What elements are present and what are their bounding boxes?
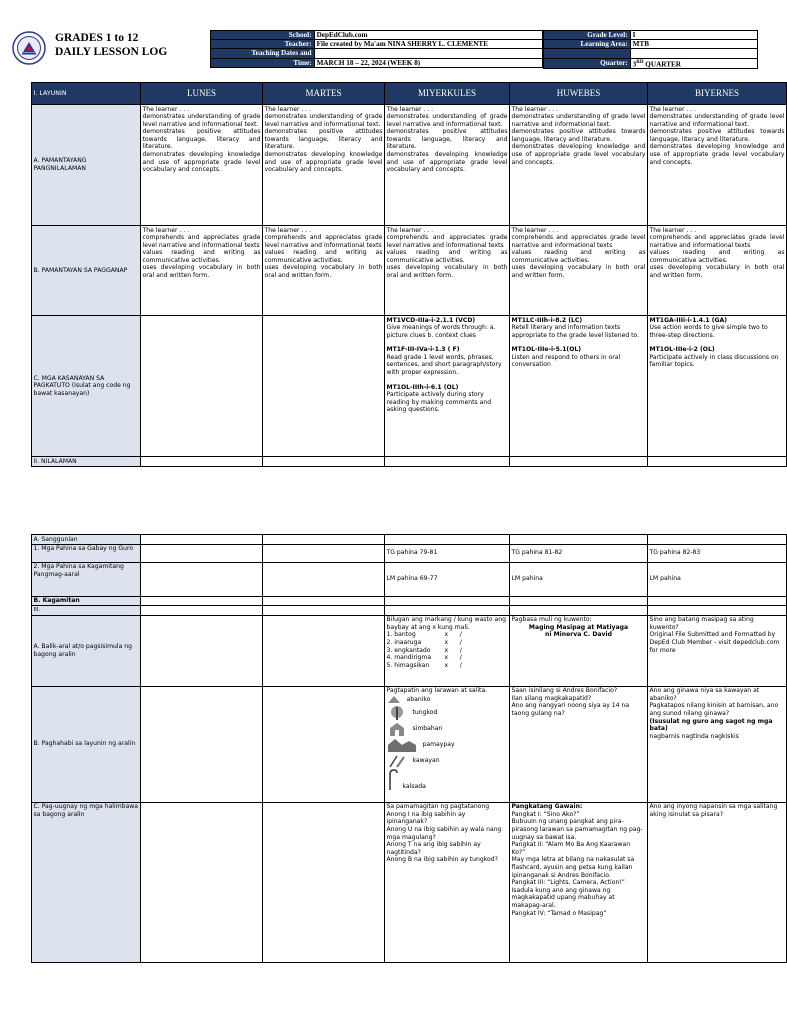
review-huwebes bbox=[510, 615, 648, 686]
lm-pages-huwebes: LM pahina bbox=[510, 562, 648, 596]
tg-pages-biyernes: TG pahina 82-83 bbox=[648, 544, 787, 562]
day-header-lunes: LUNES bbox=[141, 83, 263, 105]
section-nilalaman: II. NILALAMAN bbox=[32, 457, 141, 467]
word-list: nagbarnis nagtinda nagkiskis bbox=[649, 732, 739, 740]
competency-martes bbox=[263, 316, 385, 457]
motive-miyerkules bbox=[385, 686, 510, 802]
competency-text: Give meanings of words through: a. picture clues b. context clues bbox=[386, 324, 496, 339]
simbahan-icon bbox=[387, 721, 407, 737]
pamaypay-icon bbox=[387, 737, 417, 753]
content-standard-lunes: The learner . . . demonstrates understanding of grade level narrative and informational text. demonstrates positive attitudes towards language, literacy and literature. demonstrates developing knowledge and use of appropriate grade level vocabulary and concepts. bbox=[141, 105, 263, 226]
connect-miyerkules: Sa pamamagitan ng pagtatanong Anong I na ibig sabihin ay ipinanganak? Anong U na ibig sabihin ay wala nang mga magulang? Anong T na ang ibig sabihin ay nagtitinda? Anong B na ibig sabihin ay tungkod? bbox=[385, 802, 510, 962]
grade-level-value: I bbox=[630, 31, 757, 40]
competency-code: MT1OL-IIIe-i-2 (OL) bbox=[649, 346, 715, 354]
picture-item: kawayan bbox=[387, 753, 508, 769]
content-standard-biyernes: The learner . . . demonstrates understanding of grade level narrative and informational text. demonstrates positive attitudes towards language, literacy and literature. demonstrates developing knowledge and use of appropriate grade level vocabulary and concepts. bbox=[648, 105, 787, 226]
dates-value: MARCH 18 – 22, 2024 (WEEK 8) bbox=[314, 58, 542, 67]
competency-text: Retell literary and information texts appropriate to the grade level listened to. bbox=[511, 324, 640, 339]
school-value: DepEdClub.com bbox=[314, 31, 542, 40]
competency-huwebes bbox=[510, 316, 648, 457]
kalsada-icon bbox=[387, 769, 399, 791]
picture-item: simbahan bbox=[387, 721, 508, 737]
competency-text: Read grade 1 level words, phrases, sentences, and short paragraph/story with proper expression. bbox=[386, 353, 502, 377]
competency-text: Participate actively in class discussions on familiar topics. bbox=[649, 353, 779, 369]
section-roman-iii: III. bbox=[32, 606, 141, 616]
performance-standard-lunes: The learner . . . comprehends and appreciates grade level narrative and informational texts values reading and writing as communicative activities. uses developing vocabulary in both oral and written form. bbox=[141, 226, 263, 316]
content-standard-miyerkules: The learner . . . demonstrates understanding of grade level narrative and informational text. demonstrates positive attitudes towards language, literacy and literature. demonstrates developing knowledge and use of appropriate grade level vocabulary and concepts. bbox=[385, 105, 510, 226]
row-label-pamantayan-sa-pagganap: B. PAMANTAYAN SA PAGGANAP bbox=[32, 226, 141, 316]
dll-table-objectives bbox=[31, 82, 787, 467]
form-title-grades: GRADES 1 to 12 bbox=[55, 32, 139, 44]
form-title-dll: DAILY LESSON LOG bbox=[55, 46, 168, 58]
motive-huwebes: Saan isinilang si Andres Bonifacio? Ilan silang magkakapatid? Ano ang nangyari noong siya ay 14 na taong gulang na? bbox=[510, 686, 648, 802]
day-header-huwebes: HUWEBES bbox=[510, 83, 648, 105]
review-item: 1. bantog x / bbox=[386, 631, 462, 639]
review-biyernes: Sino ang batang masipag sa ating kuwento? Original File Submitted and Formatted by DepEd Club Member - visit depedclub.com for more bbox=[648, 615, 787, 686]
tungkod-icon bbox=[387, 705, 407, 721]
group-activity-text: Pangkat I: “Sino Ako?” Bubuuin ng unang pangkat ang pira-pirasong larawan sa pamamagitan ng pag-uugnay sa bawat isa. Pangkat II: “Alam Mo Ba Ang Kaarawan Ko?” May mga letra at bilang na nakasulat sa flashcard, ayusin ang petsa kung kailan ipinanganak si Andres Bonifacio. Pangkat III: “Lights, Camera, Action!” Isadula kung ano ang ginawa ng magkakapatid upang mabuhay at makapag-aral. Pangkat IV: “Tamad o Masipag” bbox=[511, 810, 643, 917]
picture-item: abaniko bbox=[387, 695, 508, 705]
row-label-pag-uugnay: C. Pag-uugnay ng mga halimbawa sa bagong aralin bbox=[32, 802, 141, 962]
row-label-pamantayang-pangnilalaman: A. PAMANTAYANG PANGNILALAMAN bbox=[32, 105, 141, 226]
learning-area-value: MTB bbox=[630, 40, 757, 49]
content-standard-huwebes: The learner . . . demonstrates understanding of grade level narrative and informational text. demonstrates positive attitudes towards language, literacy and literature. demonstrates developing knowledge and use of appropriate grade level vocabulary and concepts. bbox=[510, 105, 648, 226]
teacher-value: File created by Ma'am NINA SHERRY L. CLEMENTE bbox=[314, 40, 542, 49]
row-label-kagamitang-pangmag-aaral: 2. Mga Pahina sa Kagamitang Pangmag-aaral bbox=[32, 562, 141, 596]
row-label-gabay-ng-guro: 1. Mga Pahina sa Gabay ng Guro bbox=[32, 544, 141, 562]
review-instruction: Bilugan ang markang / kung wasto ang baybay at ang x kung mali. bbox=[386, 616, 507, 631]
competency-text: Listen and respond to others in oral conversation bbox=[511, 353, 621, 369]
connect-huwebes bbox=[510, 802, 648, 962]
competency-text: Use action words to give simple two to three-step directions. bbox=[649, 324, 768, 339]
picture-item: kalsada bbox=[387, 769, 508, 791]
school-label: School: bbox=[211, 31, 315, 40]
dates-label-2: Time: bbox=[211, 58, 315, 67]
day-header-martes: MARTES bbox=[263, 83, 385, 105]
abaniko-icon bbox=[387, 695, 401, 704]
competency-biyernes bbox=[648, 316, 787, 457]
header-info-left bbox=[210, 30, 543, 68]
review-item: 5. himagsikan x / bbox=[386, 661, 462, 669]
content-standard-martes: The learner . . . demonstrates understanding of grade level narrative and informational text. demonstrates positive attitudes towards language, literacy and literature. demonstrates developing knowledge and use of appropriate grade level vocabulary and concepts. bbox=[263, 105, 385, 226]
competency-code: MT1VCD-IIIa-i-2.1.1 (VCD) bbox=[386, 316, 476, 324]
picture-item: tungkod bbox=[387, 705, 508, 721]
connect-biyernes: Ano ang inyong napansin sa mga salitang aking isinulat sa pisara? bbox=[648, 802, 787, 962]
competency-code: MT1OL-IIIh-i-6.1 (OL) bbox=[386, 383, 459, 391]
review-item: 3. engkantado x / bbox=[386, 646, 462, 654]
section-layunin: I. LAYUNIN bbox=[32, 83, 141, 105]
review-item: 2. inaaruga x / bbox=[386, 639, 462, 647]
performance-standard-huwebes: The learner . . . comprehends and appreciates grade level narrative and informational texts values reading and writing as communicative activities. uses developing vocabulary in both oral and written form. bbox=[510, 226, 648, 316]
competency-lunes bbox=[141, 316, 263, 457]
motive-instruction: Pagtapatin ang larawan at salita. bbox=[386, 687, 488, 695]
lm-pages-miyerkules: LM pahina 69-77 bbox=[385, 562, 510, 596]
competency-code: MT1GA-IIIi-i-1.4.1 (GA) bbox=[649, 316, 728, 324]
story-author: ni Minerva C. David bbox=[545, 631, 612, 639]
performance-standard-miyerkules: The learner . . . comprehends and appreciates grade level narrative and informational texts values reading and writing as communicative activities. uses developing vocabulary in both oral and written form. bbox=[385, 226, 510, 316]
row-label-balik-aral: A. Balik-aral at/o pagsisimula ng bagong aralin bbox=[32, 615, 141, 686]
grade-level-label: Grade Level: bbox=[544, 31, 631, 40]
motive-biyernes: Ano ang ginawa niya sa kawayan at abaniko? Pagkatapos nilang kinisin at barnisan, ano ang sunod nilang ginawa? (Isusulat ng guro ang sagot ng mga bata) nagbarnis nagtinda nagkiskis bbox=[648, 686, 787, 802]
story-title: Maging Masipag at Matiyaga bbox=[528, 623, 629, 631]
picture-item: pamaypay bbox=[387, 737, 508, 753]
header-info-right bbox=[543, 30, 758, 69]
competency-text: Participate actively during story reading by making comments and asking questions. bbox=[386, 391, 492, 414]
review-item: 4. mandirigma x / bbox=[386, 654, 462, 662]
tg-pages-miyerkules: TG pahina 79-81 bbox=[385, 544, 510, 562]
learning-area-label: Learning Area: bbox=[544, 40, 631, 49]
competency-code: MT1OL-IIIe-i-5.1(OL) bbox=[511, 346, 582, 354]
row-label-paghahabi: B. Paghahabi sa layunin ng aralin bbox=[32, 686, 141, 802]
quarter-value: 3RD QUARTER bbox=[630, 58, 757, 68]
review-instruction: Pagbasa muli ng kuwento: bbox=[511, 616, 592, 624]
dll-table-resources bbox=[31, 534, 787, 963]
lm-pages-biyernes: LM pahina bbox=[648, 562, 787, 596]
row-label-mga-kasanayan: C. MGA KASANAYAN SA PAGKATUTO (Isulat ang code ng bawat kasanayan) bbox=[32, 316, 141, 457]
deped-seal-logo bbox=[12, 31, 46, 65]
performance-standard-biyernes: The learner . . . comprehends and appreciates grade level narrative and informational texts values reading and writing as communicative activities. uses developing vocabulary in both oral and written form. bbox=[648, 226, 787, 316]
teacher-label: Teacher: bbox=[211, 40, 315, 49]
section-kagamitan: B. Kagamitan bbox=[32, 596, 141, 606]
section-sanggunian: A. Sanggunian bbox=[32, 535, 141, 545]
day-header-biyernes: BIYERNES bbox=[648, 83, 787, 105]
dates-label-1: Teaching Dates and bbox=[211, 49, 315, 58]
performance-standard-martes: The learner . . . comprehends and appreciates grade level narrative and informational texts values reading and writing as communicative activities. uses developing vocabulary in both oral and written form. bbox=[263, 226, 385, 316]
review-miyerkules bbox=[385, 615, 510, 686]
review-item-list bbox=[387, 631, 508, 669]
group-activity-title: Pangkatang Gawain: bbox=[511, 803, 583, 811]
tg-pages-huwebes: TG pahina 81-82 bbox=[510, 544, 648, 562]
teacher-note: (Isusulat ng guro ang sagot ng mga bata) bbox=[649, 717, 773, 733]
kawayan-icon bbox=[387, 753, 407, 769]
competency-code: MT1LC-IIIh-i-8.2 (LC) bbox=[511, 316, 583, 324]
competency-miyerkules bbox=[385, 316, 510, 457]
quarter-label: Quarter: bbox=[544, 58, 631, 68]
day-header-miyerkules: MIYERKULES bbox=[385, 83, 510, 105]
competency-code: MT1F-III-IVa-i-1.3 ( F) bbox=[386, 346, 460, 354]
